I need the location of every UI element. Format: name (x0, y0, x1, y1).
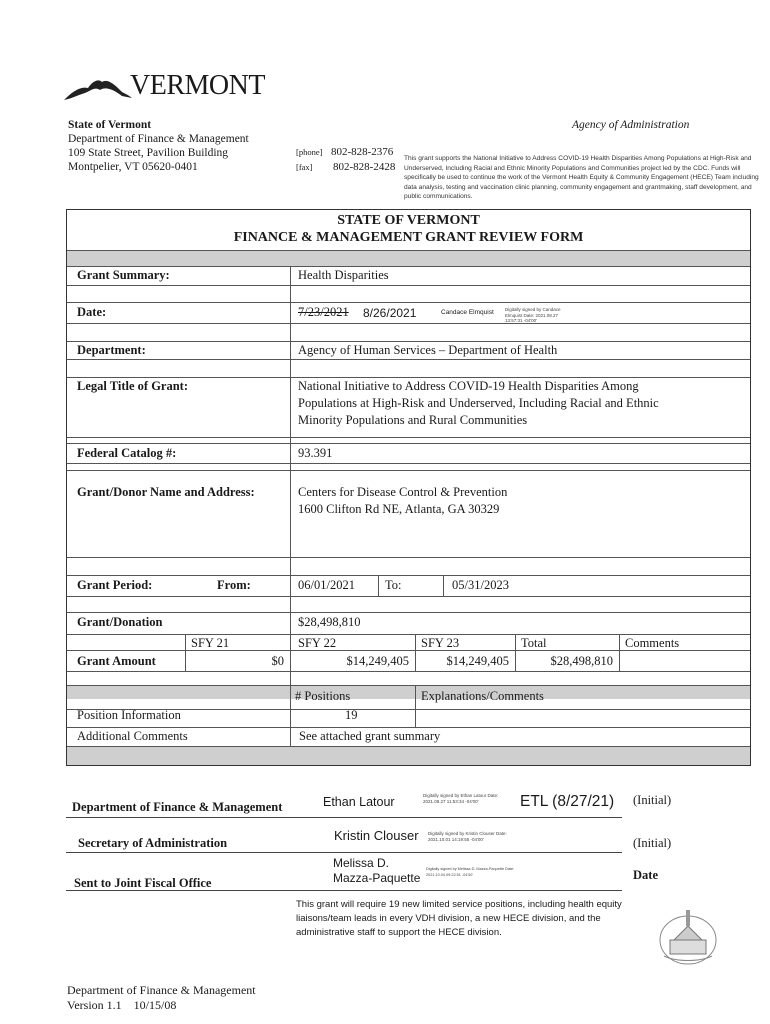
jfo-label: Sent to Joint Fiscal Office (74, 876, 212, 890)
department-label: Department: (77, 343, 146, 357)
sfy23-header: SFY 23 (421, 636, 460, 650)
phone-line (296, 146, 393, 158)
org-name: State of Vermont (68, 119, 152, 131)
sec-signer: Kristin Clouser (334, 828, 419, 843)
additional-comments-value[interactable]: See attached grant summary (299, 729, 441, 743)
sec-signature-stamp: Digitally signed by Kristin Clouser Date: 2021.10.01 14:19:55 -04'00' (428, 831, 507, 842)
gray-band-bottom (67, 746, 750, 765)
sfy23-amount[interactable]: $14,249,405 (446, 654, 509, 668)
address-line-2: Montpelier, VT 05620-0401 (68, 161, 198, 173)
jfo-signer-line-1: Melissa D. (333, 856, 390, 870)
date-struck: 7/23/2021 (298, 305, 349, 319)
date-label: Date: (77, 305, 107, 319)
date-signature-stamp: Digitally signed by Candace Elmquist Date: 2021.08.27 13:57:31 -04'00' (505, 307, 561, 323)
gray-band-mid (67, 685, 750, 699)
sfy21-header: SFY 21 (191, 636, 230, 650)
fm-line (66, 817, 622, 818)
date-signer: Candace Elmquist (441, 309, 494, 316)
sec-line (66, 852, 622, 853)
explanations-header: Explanations/Comments (421, 689, 544, 703)
form-title-1: STATE OF VERMONT (337, 213, 480, 228)
sfy22-header: SFY 22 (298, 636, 337, 650)
grant-purpose-note: This grant supports the National Initiative to Address COVID-19 Health Disparities Among Populations at High-Risk and Underserved, Including Racial and Ethnic Minority Populations and Communities project led by the CDC. Funds will specifically be used to continue the work of the Vermont Health Equity & Community Engagement (HECE) Team including data analysis, testing and vaccination clinic planning, community engagement and grantmaking, staff development, and public communications. (404, 155, 759, 201)
grant-donation-label: Grant/Donation (77, 615, 163, 629)
total-amount[interactable]: $28,498,810 (550, 654, 613, 668)
grant-donation-value[interactable]: $28,498,810 (298, 615, 361, 629)
comments-header: Comments (625, 636, 680, 650)
from-label: From: (217, 578, 251, 592)
grant-summary-value[interactable]: Health Disparities (298, 268, 389, 282)
grant-amount-label: Grant Amount (77, 654, 156, 668)
additional-comments-label: Additional Comments (77, 729, 188, 743)
to-label: To: (385, 578, 402, 592)
positions-header: # Positions (295, 689, 351, 703)
dept-name: Department of Finance & Management (68, 133, 249, 145)
total-header: Total (521, 636, 547, 650)
form-title-2: FINANCE & MANAGEMENT GRANT REVIEW FORM (233, 230, 584, 245)
fax-label: [fax] (296, 162, 313, 172)
mountain-logo-icon (62, 72, 134, 102)
to-value[interactable]: 05/31/2023 (452, 578, 509, 592)
jfo-line (66, 890, 622, 891)
footer-dept: Department of Finance & Management (67, 983, 256, 997)
jfo-signature-stamp: Digitally signed by Melissa D. Mazza-Paquette Date: 2021.10.04 09:22:51 -04'00' (426, 867, 515, 877)
header-address (68, 118, 298, 174)
legal-title-line-2[interactable]: Populations at High-Risk and Underserved, Including Racial and Ethnic (298, 396, 659, 410)
legal-title-label: Legal Title of Grant: (77, 379, 188, 393)
from-value[interactable]: 06/01/2021 (298, 578, 355, 592)
donor-label: Grant/Donor Name and Address: (77, 485, 255, 499)
phone-number: 802-828-2376 (330, 146, 394, 158)
sec-label: Secretary of Administration (78, 836, 228, 850)
legal-title-line-3[interactable]: Minority Populations and Rural Communities (298, 413, 528, 427)
fm-signature-stamp: Digitally signed by Ethan Latour Date: 2021.08.27 11:53:34 -04'00' (423, 793, 499, 804)
fax-line (296, 161, 395, 173)
fm-signer: Ethan Latour (323, 795, 395, 809)
sfy22-amount[interactable]: $14,249,405 (346, 654, 409, 668)
footer-version: Version 1.1 10/15/08 (67, 998, 177, 1012)
sfy21-amount[interactable]: $0 (271, 654, 284, 668)
donor-line-1[interactable]: Centers for Disease Control & Prevention (298, 485, 508, 499)
vermont-logo (62, 70, 265, 104)
sec-initial-label: (Initial) (633, 836, 672, 850)
state-seal-icon (656, 900, 720, 970)
jfo-date-label: Date (633, 868, 658, 882)
grant-summary-label: Grant Summary: (77, 268, 170, 282)
positions-value[interactable]: 19 (345, 708, 358, 722)
department-value[interactable]: Agency of Human Services – Department of Health (298, 343, 558, 357)
donor-line-2[interactable]: 1600 Clifton Rd NE, Atlanta, GA 30329 (298, 502, 500, 516)
fm-label: Department of Finance & Management (72, 800, 283, 814)
fax-number: 802-828-2428 (333, 161, 396, 173)
legal-title-line-1[interactable]: National Initiative to Address COVID-19 Health Disparities Among (298, 379, 639, 393)
fm-initial-label: (Initial) (633, 793, 672, 807)
date-new[interactable]: 8/26/2021 (363, 306, 417, 320)
fm-initials[interactable]: ETL (8/27/21) (520, 793, 615, 810)
agency-name: Agency of Administration (572, 119, 690, 131)
grant-period-label: Grant Period: (77, 578, 153, 592)
gray-band-top (67, 250, 750, 266)
federal-catalog-value[interactable]: 93.391 (298, 446, 333, 460)
phone-label: [phone] (296, 147, 323, 157)
grant-review-form (66, 209, 751, 766)
position-info-label: Position Information (77, 708, 181, 722)
federal-catalog-label: Federal Catalog #: (77, 446, 177, 460)
logo-text: VERMONT (130, 70, 265, 101)
positions-note: This grant will require 19 new limited service positions, including health equity liaisons/team leads in every VDH division, a new HECE division, and the administrative staff to support the HECE division. (296, 899, 622, 938)
jfo-signer-line-2: Mazza-Paquette (333, 871, 421, 885)
address-line-1: 109 State Street, Pavilion Building (68, 147, 229, 159)
